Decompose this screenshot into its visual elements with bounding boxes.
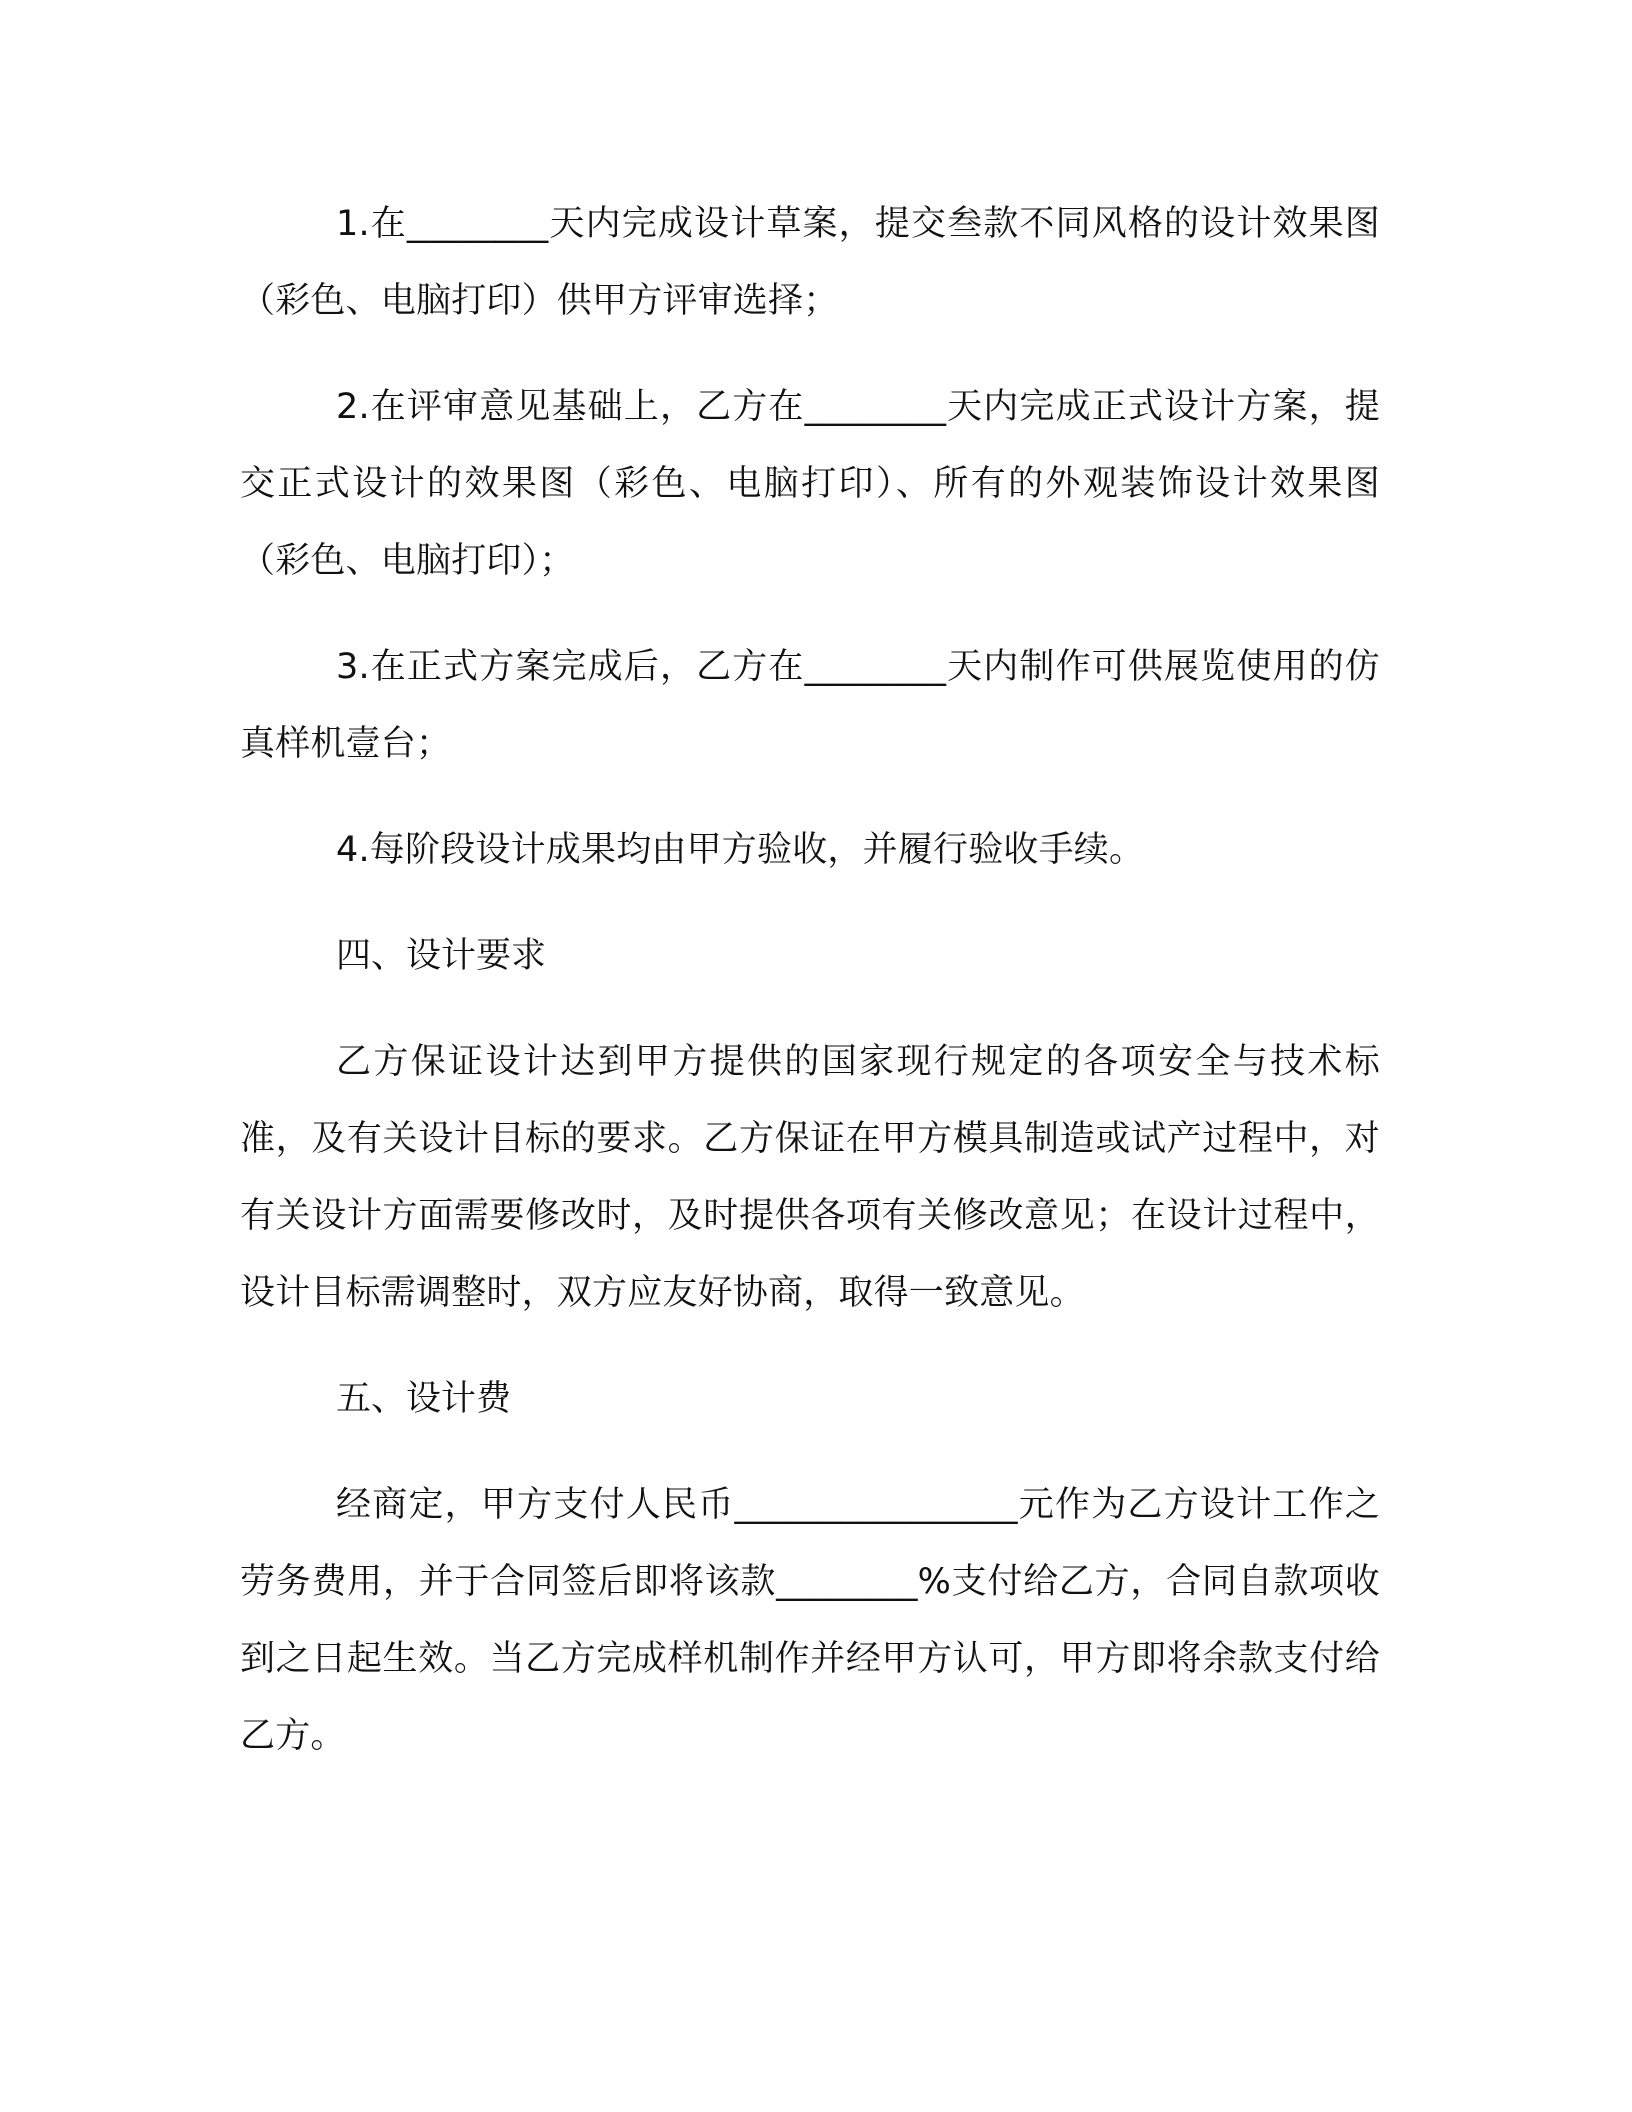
clause-item-3: 3.在正式方案完成后，乙方在________天内制作可供展览使用的仿真样机壹台； [240, 647, 1380, 764]
document-body [240, 186, 1380, 1804]
section-5-body: 经商定，甲方支付人民币________________元作为乙方设计工作之劳务费用，并于合同签后即将该款________%支付给乙方，合同自款项收到之日起生效。当乙方完成样机制作并经甲方认可，甲方即将余款支付给乙方。 [240, 1485, 1380, 1756]
clause-item-4: 4.每阶段设计成果均由甲方验收，并履行验收手续。 [336, 830, 1145, 870]
clause-item-1: 1.在________天内完成设计草案，提交叁款不同风格的设计效果图（彩色、电脑打印）供甲方评审选择； [240, 204, 1380, 321]
clause-item-2: 2.在评审意见基础上，乙方在________天内完成正式设计方案，提交正式设计的效果图（彩色、电脑打印）、所有的外观装饰设计效果图（彩色、电脑打印）； [240, 387, 1380, 581]
section-4-heading: 四、设计要求 [336, 936, 547, 976]
section-5-heading: 五、设计费 [336, 1379, 512, 1419]
section-4-body: 乙方保证设计达到甲方提供的国家现行规定的各项安全与技术标准，及有关设计目标的要求。乙方保证在甲方模具制造或试产过程中，对有关设计方面需要修改时，及时提供各项有关修改意见；在设计过程中，设计目标需调整时，双方应友好协商，取得一致意见。 [240, 1042, 1380, 1313]
